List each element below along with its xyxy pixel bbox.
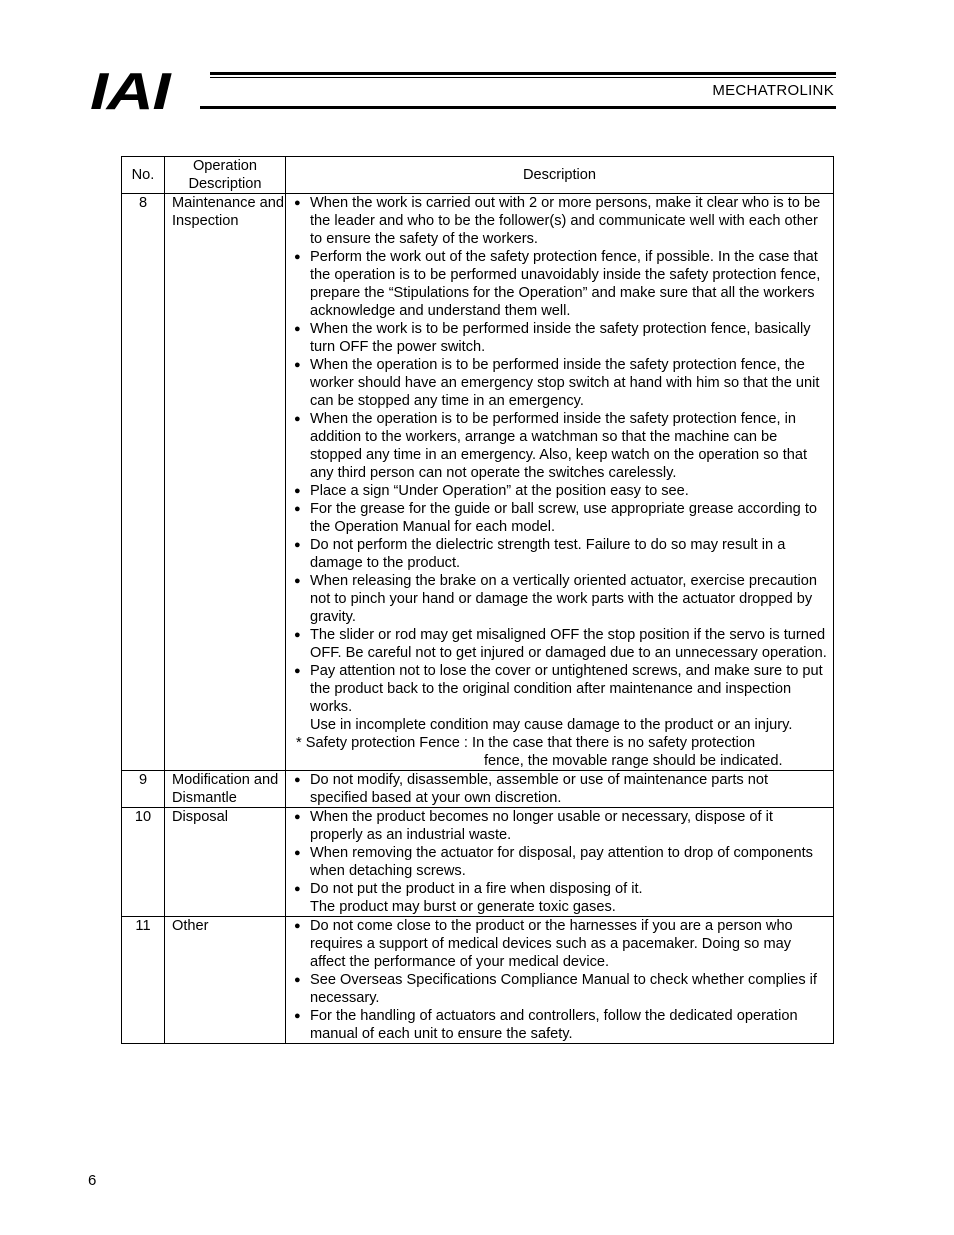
bullet-icon: ● [294, 413, 301, 425]
bullet-icon: ● [294, 629, 301, 641]
bullet-item [294, 482, 829, 500]
footnote: * Safety protection Fence : In the case that there is no safety protection [296, 735, 756, 751]
bullet-item [294, 844, 829, 880]
bullet-text: Pay attention not to lose the cover or untightened screws, and make sure to put the product back to the original condition after maintenance and inspection works. [310, 663, 823, 715]
bullet-icon: ● [294, 323, 301, 335]
bullet-icon: ● [294, 539, 301, 551]
description-cell [286, 808, 834, 917]
bullet-item [294, 1007, 829, 1043]
bullet-text: When removing the actuator for disposal, pay attention to drop of components when detaching screws. [310, 845, 813, 879]
bullet-item [294, 626, 829, 662]
header-rule-bottom [200, 106, 836, 109]
bullet-icon: ● [294, 503, 301, 515]
bullet-text: When the product becomes no longer usable or necessary, dispose of it properly as an industrial waste. [310, 809, 773, 843]
header-rule-top [210, 72, 836, 75]
bullet-item [294, 917, 829, 971]
bullet-item [294, 356, 829, 410]
bullet-item [294, 320, 829, 356]
bullet-icon: ● [294, 485, 301, 497]
product-name: MECHATROLINK [712, 82, 834, 99]
table-header-row [122, 157, 834, 194]
bullet-text: The slider or rod may get misaligned OFF the stop position if the servo is turned OFF. Be careful not to get injured or damaged due to an unnecessary operation. [310, 627, 827, 661]
row-number: 8 [122, 194, 165, 771]
company-logo: IAI [90, 63, 170, 121]
description-cell [286, 771, 834, 808]
bullet-text: Do not come close to the product or the harnesses if you are a person who requires a support of medical devices such as a pacemaker. Doing so may affect the performance of your medical device. [310, 918, 793, 970]
bullet-text: See Overseas Specifications Compliance Manual to check whether complies if necessary. [310, 972, 817, 1006]
safety-precautions-table [121, 156, 834, 1044]
table-row [122, 917, 834, 1044]
row-number: 11 [122, 917, 165, 1044]
bullet-icon: ● [294, 774, 301, 786]
bullet-icon: ● [294, 920, 301, 932]
bullet-icon: ● [294, 359, 301, 371]
bullet-item [294, 572, 829, 626]
bullet-text: When the work is carried out with 2 or more persons, make it clear who is to be the leader and who to be the follower(s) and communicate well with each other to ensure the safety of the workers. [310, 195, 821, 247]
bullet-text: Do not perform the dielectric strength test. Failure to do so may result in a damage to the product. [310, 537, 786, 571]
header-no: No. [122, 157, 165, 194]
operation-description: Modification and Dismantle [165, 771, 286, 808]
row-number: 10 [122, 808, 165, 917]
bullet-icon: ● [294, 197, 301, 209]
description-cell [286, 917, 834, 1044]
bullet-text: When the work is to be performed inside the safety protection fence, basically turn OFF the power switch. [310, 321, 811, 355]
bullet-text: Do not put the product in a fire when disposing of it. [310, 881, 643, 897]
bullet-item [294, 194, 829, 248]
continuation-text: Use in incomplete condition may cause damage to the product or an injury. [310, 717, 793, 733]
bullet-icon: ● [294, 974, 301, 986]
operation-description: Disposal [165, 808, 286, 917]
footnote-continuation: fence, the movable range should be indicated. [484, 753, 783, 769]
bullet-item [294, 880, 829, 898]
bullet-item [294, 662, 829, 716]
bullet-item [294, 808, 829, 844]
bullet-text: When the operation is to be performed inside the safety protection fence, the worker should have an emergency stop switch at hand with him so that the unit can be stopped any time in an emergency. [310, 357, 820, 409]
bullet-icon: ● [294, 847, 301, 859]
bullet-icon: ● [294, 665, 301, 677]
header-rule-top-thin [210, 77, 836, 78]
header-operation: Operation Description [165, 157, 286, 194]
continuation-text: The product may burst or generate toxic gases. [310, 899, 616, 915]
bullet-item [294, 410, 829, 482]
bullet-item [294, 248, 829, 320]
table-row [122, 808, 834, 917]
bullet-icon: ● [294, 811, 301, 823]
table-row [122, 771, 834, 808]
bullet-icon: ● [294, 883, 301, 895]
description-cell [286, 194, 834, 771]
bullet-icon: ● [294, 251, 301, 263]
page-number: 6 [88, 1172, 97, 1189]
row-number: 9 [122, 771, 165, 808]
operation-description: Other [165, 917, 286, 1044]
operation-description: Maintenance and Inspection [165, 194, 286, 771]
bullet-text: For the grease for the guide or ball screw, use appropriate grease according to the Operation Manual for each model. [310, 501, 818, 535]
bullet-item [294, 771, 829, 807]
bullet-text: When the operation is to be performed inside the safety protection fence, in addition to the workers, arrange a watchman so that the machine can be stopped any time in an emergency. Also, keep watch on the operation so that any third person can not operate the switches carelessly. [310, 411, 808, 481]
bullet-item [294, 971, 829, 1007]
bullet-text: For the handling of actuators and controllers, follow the dedicated operation manual of each unit to ensure the safety. [310, 1008, 798, 1042]
table-row [122, 194, 834, 771]
bullet-icon: ● [294, 1010, 301, 1022]
bullet-item [294, 536, 829, 572]
bullet-text: When releasing the brake on a vertically oriented actuator, exercise precaution not to pinch your hand or damage the work parts with the actuator dropped by gravity. [310, 573, 818, 625]
header-description: Description [286, 157, 834, 194]
bullet-icon: ● [294, 575, 301, 587]
bullet-text: Perform the work out of the safety protection fence, if possible. In the case that the operation is to be performed unavoidably inside the safety protection fence, prepare the “Stipulations for the Operation” and make sure that all the workers acknowledge and understand them well. [310, 249, 821, 319]
bullet-text: Do not modify, disassemble, assemble or use of maintenance parts not specified based at your own discretion. [310, 772, 769, 806]
bullet-item [294, 500, 829, 536]
bullet-text: Place a sign “Under Operation” at the position easy to see. [310, 483, 689, 499]
